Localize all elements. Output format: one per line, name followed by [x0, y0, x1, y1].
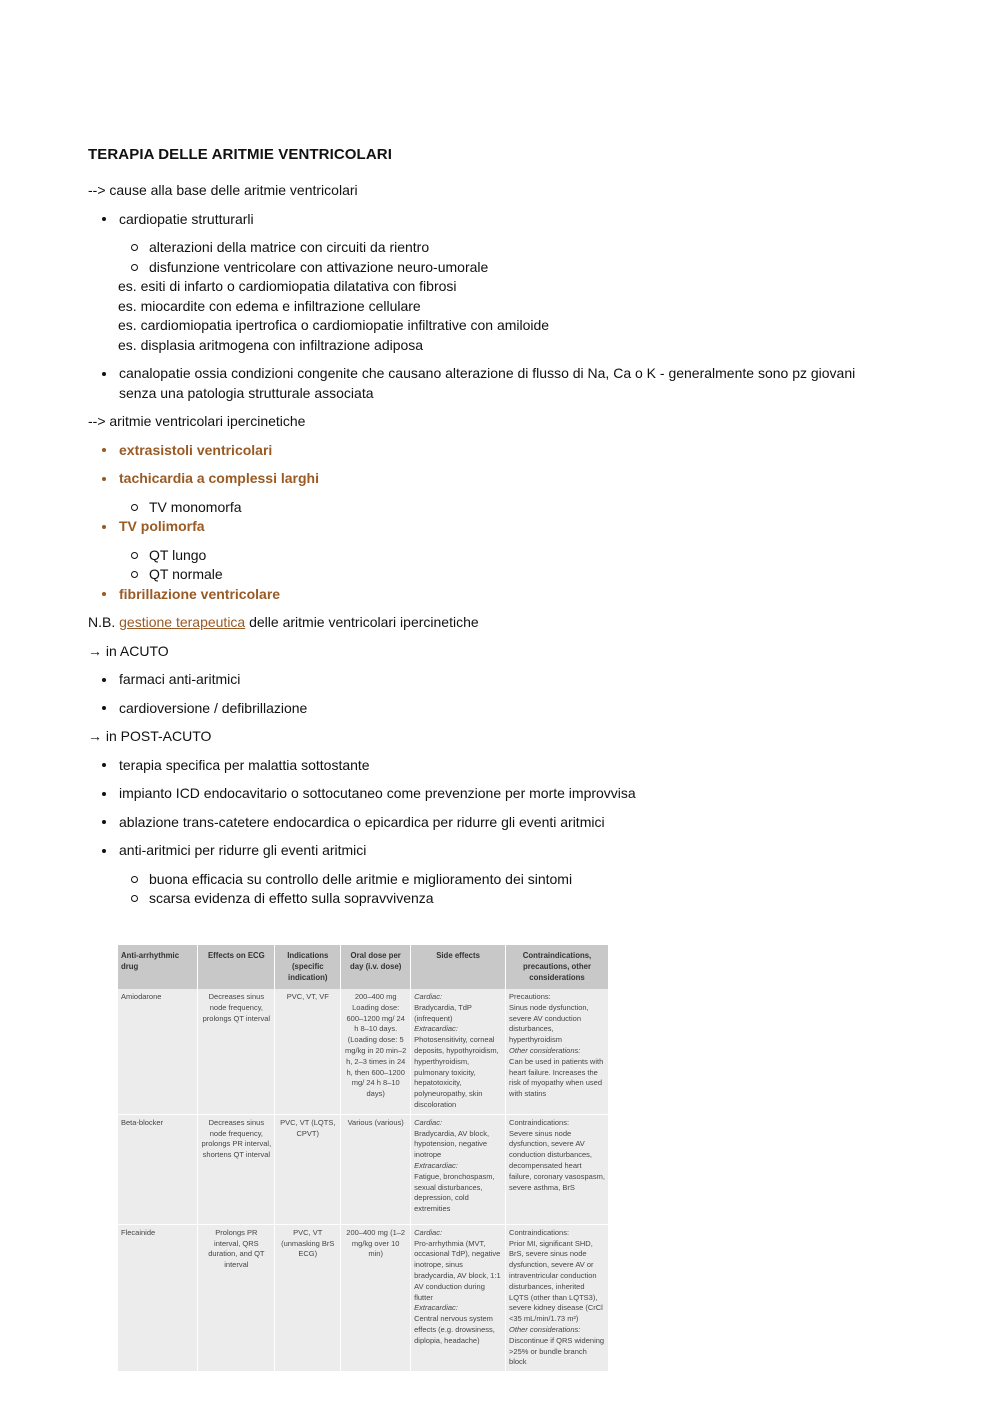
ci-label: Contraindications: [509, 1117, 570, 1127]
antiarrhythmic-table-image [118, 945, 609, 1371]
cause-list [88, 210, 888, 230]
hyper-list-2 [88, 469, 888, 489]
dose-cell: 200–400 mg Loading dose: 600–1200 mg/ 24 h 8–10 days. (Loading dose: 5 mg/kg in 20 min–2 h, 2–3 times in 24 h, then 600–1200 mg/ 24 h 8–10 days) [341, 989, 411, 1114]
other-label: Other considerations: [509, 1324, 581, 1334]
list-item: QT lungo [88, 546, 888, 566]
other-text: Can be used in patients with heart failure. Increases the risk of myopathy when used with statins [509, 1056, 604, 1099]
ci-text: Severe sinus node dysfunction, severe AV conduction disturbances, decompensated heart failure, coronary vasospasm, severe asthma, BrS [509, 1128, 605, 1192]
list-item: buona efficacia su controllo delle aritmie e miglioramento dei sintomi [88, 870, 888, 890]
extracardiac-text: Fatigue, bronchospasm, sexual disturbances, depression, cold extremities [414, 1171, 495, 1214]
hyper-list-4 [88, 585, 888, 605]
nb-line [88, 613, 888, 633]
ecg-cell: Decreases sinus node frequency, prolongs PR interval, shortens QT interval [198, 1114, 275, 1224]
list-item: farmaci anti-aritmici [88, 670, 888, 690]
list-item: fibrillazione ventricolare [88, 585, 888, 605]
table-row [118, 989, 609, 1114]
structural-label: cardiopatie strutturarli [119, 210, 254, 227]
structural-sub-list [88, 238, 888, 277]
list-item: scarsa evidenza di effetto sulla sopravvivenza [88, 889, 888, 909]
cardiac-label: Cardiac: [414, 1117, 443, 1127]
ci-text: Sinus node dysfunction, severe AV conduction disturbances, hyperthyroidism [509, 1002, 589, 1045]
side-effects-cell [411, 1224, 506, 1371]
acute-list-2 [88, 699, 888, 719]
hyper-list-3 [88, 517, 888, 537]
cardiac-label: Cardiac: [414, 992, 443, 1001]
nb-prefix: N.B. [88, 614, 120, 630]
post-list-4 [88, 841, 888, 861]
drug-cell: Beta-blocker [118, 1114, 198, 1224]
document-title: TERAPIA DELLE ARITMIE VENTRICOLARI [88, 146, 392, 163]
table-header-cell: Effects on ECG [198, 945, 275, 989]
post-list-3 [88, 813, 888, 833]
cause-heading: --> cause alla base delle aritmie ventricolari [88, 182, 358, 198]
indication-cell: PVC, VT, VF [275, 989, 341, 1114]
list-item: alterazioni della matrice con circuiti da rientro [88, 238, 888, 258]
acute-heading: → in ACUTO [88, 642, 169, 659]
table-header-cell: Oral dose per day (i.v. dose) [341, 945, 411, 989]
table-header-cell: Anti-arrhythmic drug [118, 945, 198, 989]
post-list-1 [88, 756, 888, 776]
extracardiac-label: Extracardiac: [414, 1160, 458, 1170]
list-item: disfunzione ventricolare con attivazione neuro-umorale [88, 258, 888, 278]
other-label: Other considerations: [509, 1045, 581, 1055]
dose-cell: 200–400 mg (1–2 mg/kg over 10 min) [341, 1224, 411, 1371]
list-item: extrasistoli ventricolari [88, 441, 888, 461]
post-sub-list [88, 870, 888, 909]
poly-sub-list [88, 546, 888, 585]
dose-cell: Various (various) [341, 1114, 411, 1224]
antiarrhythmic-table [118, 945, 609, 1371]
indication-cell: PVC, VT (LQTS, CPVT) [275, 1114, 341, 1224]
list-item: anti-aritmici per ridurre gli eventi aritmici [88, 841, 888, 861]
hyper-heading: --> aritmie ventricolari ipercinetiche [88, 413, 306, 429]
gestione-terapeutica-link[interactable]: gestione terapeutica [119, 614, 246, 630]
hyper-list-1 [88, 441, 888, 461]
contraindications-cell [506, 1114, 609, 1224]
ci-text: Prior MI, significant SHD, BrS, severe sinus node dysfunction, severe AV or intraventricular conduction disturbances, inherited LQTS (other than LQTS3), severe kidney disease (CrCl <35 mL/min/1.73 m²) [509, 1238, 603, 1324]
nb-suffix: delle aritmie ventricolari ipercinetiche [245, 614, 479, 630]
post-list-2 [88, 784, 888, 804]
side-effects-cell [411, 989, 506, 1114]
cardiac-text: Bradycardia, AV block, hypotension, negative inotrope [414, 1128, 490, 1160]
ecg-cell: Prolongs PR interval, QRS duration, and QT interval [198, 1224, 275, 1371]
example-line: es. esiti di infarto o cardiomiopatia dilatativa con fibrosi [118, 278, 457, 294]
ci-label: Precautions: [509, 992, 551, 1001]
ci-label: Contraindications: [509, 1227, 570, 1237]
drug-cell: Amiodarone [118, 989, 198, 1114]
cardiac-text: Bradycardia, TdP (infrequent) [414, 1002, 472, 1023]
extracardiac-label: Extracardiac: [414, 1303, 458, 1313]
drug-cell: Flecainide [118, 1224, 198, 1371]
list-item [88, 210, 888, 230]
contraindications-cell [506, 1224, 609, 1371]
table-row [118, 1224, 609, 1371]
table-header-cell: Contraindications, precautions, other considerations [506, 945, 609, 989]
other-text: Discontinue if QRS widening >25% or bundle branch block [509, 1335, 605, 1367]
list-item: TV polimorfa [88, 517, 888, 537]
list-item: cardioversione / defibrillazione [88, 699, 888, 719]
acute-list-1 [88, 670, 888, 690]
indication-cell: PVC, VT (unmasking BrS ECG) [275, 1224, 341, 1371]
extracardiac-label: Extracardiac: [414, 1024, 458, 1034]
table-row [118, 1114, 609, 1224]
example-line: es. miocardite con edema e infiltrazione cellulare [118, 297, 421, 314]
extracardiac-text: Photosensitivity, corneal deposits, hypothyroidism, hyperthyroidism, pulmonary toxicity, hepatotoxicity, polyneuropathy, skin discoloration [414, 1035, 499, 1109]
list-item: TV monomorfa [88, 498, 888, 518]
post-heading: → in POST-ACUTO [88, 728, 212, 744]
cardiac-text: Pro-arrhythmia (MVT, occasional TdP), negative inotrope, sinus bradycardia, AV block, 1:1 AV conduction during flutter [414, 1238, 501, 1302]
channelopathy-list [88, 364, 888, 403]
list-item: canalopatie ossia condizioni congenite che causano alterazione di flusso di Na, Ca o K - generalmente sono pz giovani senza una patologia strutturale associata [88, 364, 888, 403]
contraindications-cell [506, 989, 609, 1114]
document-content [88, 146, 888, 909]
list-item: impianto ICD endocavitario o sottocutaneo come prevenzione per morte improvvisa [88, 784, 888, 804]
examples-block [88, 277, 888, 355]
example-line: es. displasia aritmogena con infiltrazione adiposa [118, 336, 424, 353]
cardiac-label: Cardiac: [414, 1227, 443, 1237]
example-line: es. cardiomiopatia ipertrofica o cardiomiopatie infiltrative con amiloide [118, 317, 550, 333]
list-item: QT normale [88, 565, 888, 585]
table-header-cell: Side effects [411, 945, 506, 989]
ecg-cell: Decreases sinus node frequency, prolongs QT interval [198, 989, 275, 1114]
table-header-cell: Indications (specific indication) [275, 945, 341, 989]
wide-sub-list [88, 498, 888, 518]
list-item: ablazione trans-catetere endocardica o epicardica per ridurre gli eventi aritmici [88, 813, 888, 833]
table-header-row [118, 945, 609, 989]
extracardiac-text: Central nervous system effects (e.g. drowsiness, diplopia, headache) [414, 1314, 495, 1345]
list-item: tachicardia a complessi larghi [88, 469, 888, 489]
side-effects-cell [411, 1114, 506, 1224]
list-item: terapia specifica per malattia sottostante [88, 756, 888, 776]
